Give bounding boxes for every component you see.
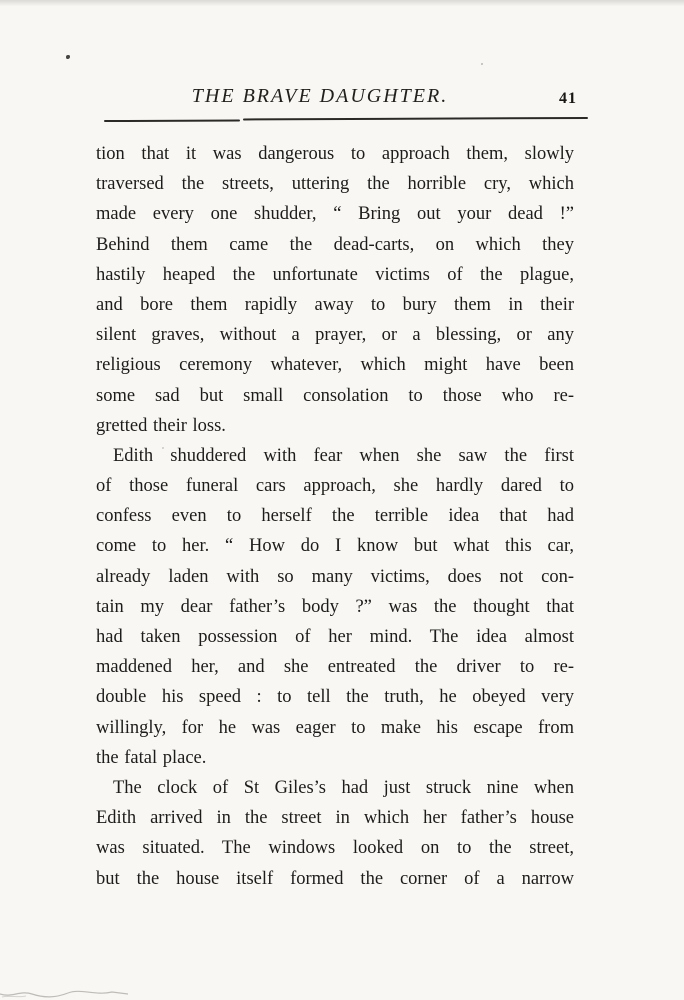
- text-line: some sad but small consolation to those who re-: [96, 385, 574, 406]
- text-line: already laden with so many victims, does not con-: [96, 566, 574, 587]
- page-number: 41: [559, 90, 577, 107]
- scan-scribble: [0, 982, 130, 1000]
- text-line: The clock of St Giles’s had just struck nine when: [113, 777, 574, 798]
- text-line: and bore them rapidly away to bury them in their: [96, 294, 574, 315]
- text-line: Edith arrived in the street in which her father’s house: [96, 808, 574, 829]
- text-line: willingly, for he was eager to make his escape from: [96, 717, 574, 738]
- text-line: made every one shudder, “ Bring out your dead !”: [96, 204, 574, 225]
- text-line: but the house itself formed the corner of a narrow: [96, 868, 574, 889]
- paragraph: [96, 773, 574, 894]
- text-line: tion that it was dangerous to approach them, slowly: [96, 144, 574, 164]
- header-rule-right-segment: [243, 117, 588, 121]
- text-line: traversed the streets, uttering the horrible cry, which: [96, 174, 574, 195]
- text-line: Edith shuddered with fear when she saw the first: [113, 445, 574, 466]
- text-line: had taken possession of her mind. The idea almost: [96, 627, 574, 647]
- text-line: silent graves, without a prayer, or a blessing, or any: [96, 325, 574, 346]
- header-rule-left-segment: [104, 119, 240, 122]
- text-line: of those funeral cars approach, she hardly dared to: [96, 476, 574, 497]
- text-line: religious ceremony whatever, which might have been: [96, 355, 574, 376]
- text-line: Behind them came the dead-carts, on which they: [96, 234, 574, 255]
- text-line: confess even to herself the terrible idea that had: [96, 506, 574, 527]
- paragraph: [96, 441, 574, 773]
- text-line: tain my dear father’s body ?” was the thought that: [96, 596, 574, 617]
- scan-speck: [66, 55, 70, 59]
- text-line: double his speed : to tell the truth, he obeyed very: [96, 687, 574, 708]
- text-line: gretted their loss.: [96, 415, 226, 436]
- scan-speck: [481, 63, 483, 65]
- text-line: come to her. “ How do I know but what this car,: [96, 536, 574, 557]
- paragraph: [96, 139, 574, 441]
- text-line: the fatal place.: [96, 747, 207, 768]
- header-rule: [104, 116, 588, 124]
- text-line: was situated. The windows looked on to the street,: [96, 838, 574, 859]
- running-title: THE BRAVE DAUGHTER.: [191, 85, 449, 107]
- page-body: [96, 139, 574, 894]
- text-line: maddened her, and she entreated the driver to re-: [96, 657, 574, 678]
- text-line: hastily heaped the unfortunate victims of the plague,: [96, 264, 574, 285]
